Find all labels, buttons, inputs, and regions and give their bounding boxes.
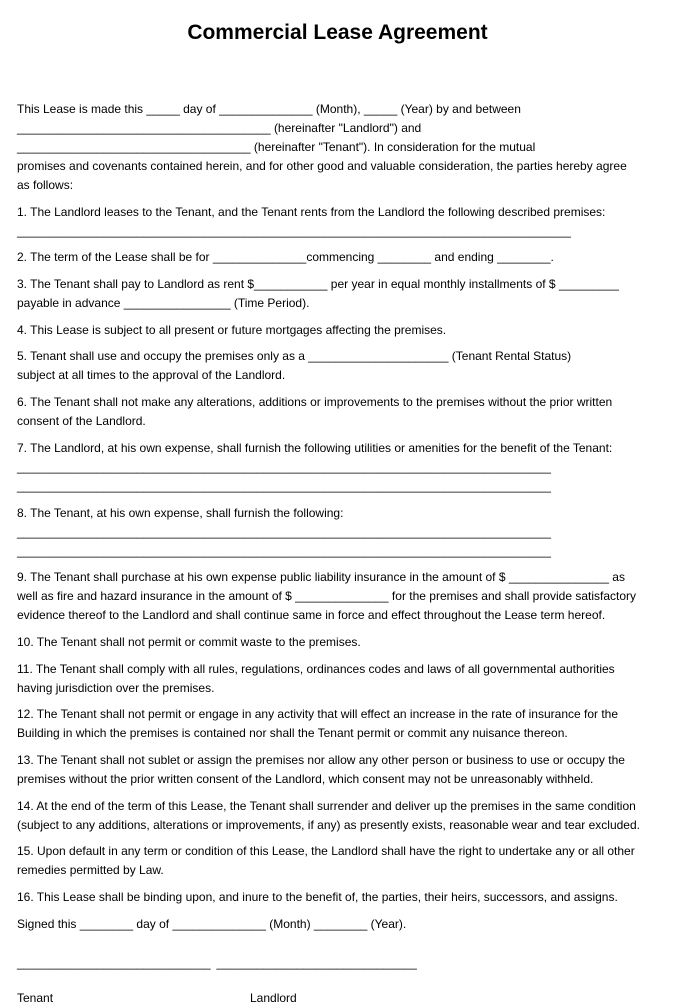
- fill-in-blank-line: ________________________________________________________________________________: [17, 459, 551, 474]
- text-line: ___________________________________ (hereinafter "Tenant"). In consideration for the mutual: [17, 140, 536, 154]
- paragraph-clause-3: [17, 275, 658, 313]
- text-line: 6. The Tenant shall not make any alterations, additions or improvements to the premises without the prior written: [17, 395, 613, 410]
- paragraph-clause-9: [17, 568, 658, 625]
- landlord-label: Landlord: [250, 990, 297, 1005]
- text-line: 1. The Landlord leases to the Tenant, and the Tenant rents from the Landlord the following described premises:: [17, 204, 606, 219]
- paragraph-clause-4: [17, 321, 658, 340]
- text-line: 4. This Lease is subject to all present or future mortgages affecting the premises.: [17, 322, 447, 337]
- text-line: Building in which the premises is contained nor shall the Tenant permit or commit any nuisance thereon.: [17, 726, 568, 741]
- paragraph-clause-15: [17, 842, 658, 880]
- text-line: having jurisdiction over the premises.: [17, 680, 215, 695]
- document-body: [17, 100, 658, 934]
- text-line: well as fire and hazard insurance in the amount of $ ______________ for the premises and shall provide satisfactory: [17, 589, 637, 604]
- text-line: premises without the prior written consent of the Landlord, which consent may not be unreasonably withheld.: [17, 771, 594, 786]
- text-line: payable in advance ________________ (Time Period).: [17, 296, 310, 311]
- paragraph-clause-10: [17, 633, 658, 652]
- signature-section: [17, 954, 658, 973]
- text-line: This Lease is made this _____ day of ______________ (Month), _____ (Year) by and between: [17, 102, 521, 116]
- text-line: as follows:: [17, 178, 74, 192]
- paragraph-clause-6: [17, 393, 658, 431]
- tenant-label: Tenant: [17, 990, 54, 1005]
- tenant-signature-line: _____________________________: [17, 955, 211, 970]
- text-line: consent of the Landlord.: [17, 414, 146, 429]
- text-line: Signed this ________ day of ______________ (Month) ________ (Year).: [17, 916, 407, 931]
- fill-in-blank-line: ________________________________________________________________________________: [17, 543, 551, 558]
- text-line: 14. At the end of the term of this Lease, the Tenant shall surrender and deliver up the premises in the same condition: [17, 798, 636, 813]
- text-line: 11. The Tenant shall comply with all rules, regulations, ordinances codes and laws of all governmental authorities: [17, 661, 615, 676]
- fill-in-blank-line: ________________________________________________________________________________: [17, 478, 551, 493]
- landlord-signature-line: ______________________________: [216, 955, 417, 970]
- text-line: 7. The Landlord, at his own expense, shall furnish the following utilities or amenities for the benefit of the Tenant:: [17, 440, 613, 455]
- paragraph-clause-2: [17, 248, 658, 267]
- signature-labels: [17, 989, 658, 1008]
- paragraph-clause-11: [17, 660, 658, 698]
- text-line: 3. The Tenant shall pay to Landlord as rent $___________ per year in equal monthly installments of $ _________: [17, 277, 619, 292]
- text-line: evidence thereof to the Landlord and shall continue same in force and effect throughout the Lease term hereof.: [17, 608, 606, 623]
- text-line: subject at all times to the approval of the Landlord.: [17, 368, 286, 383]
- text-line: 8. The Tenant, at his own expense, shall furnish the following:: [17, 505, 344, 520]
- text-line: 9. The Tenant shall purchase at his own expense public liability insurance in the amount of $ _______________ as: [17, 570, 625, 585]
- text-line: 5. Tenant shall use and occupy the premises only as a _____________________ (Tenant Rental Status): [17, 349, 572, 364]
- text-line: 10. The Tenant shall not permit or commit waste to the premises.: [17, 634, 361, 649]
- paragraph-clause-16: [17, 888, 658, 907]
- paragraph-clause-5: [17, 347, 658, 385]
- document-title: Commercial Lease Agreement: [187, 21, 488, 44]
- paragraph-clause-12: [17, 705, 658, 743]
- text-line: ______________________________________ (hereinafter "Landlord") and: [17, 121, 422, 135]
- text-line: 16. This Lease shall be binding upon, and inure to the benefit of, the parties, their heirs, successors, and assigns.: [17, 890, 618, 904]
- text-line: 13. The Tenant shall not sublet or assign the premises nor allow any other person or business to use or occupy the: [17, 752, 625, 767]
- paragraph-clause-1: [17, 203, 658, 241]
- text-line: 15. Upon default in any term or condition of this Lease, the Landlord shall have the right to undertake any or all other: [17, 844, 635, 859]
- paragraph-intro: [17, 100, 658, 195]
- fill-in-blank-line: ___________________________________________________________________________________: [17, 223, 571, 238]
- paragraph-clause-14: [17, 797, 658, 835]
- text-line: (subject to any additions, alterations or improvements, if any) as presently exists, reasonable wear and tear excluded.: [17, 817, 640, 832]
- text-line: promises and covenants contained herein, and for other good and valuable consideration, the parties hereby agree: [17, 159, 627, 173]
- paragraph-clause-8: [17, 504, 658, 561]
- fill-in-blank-line: ________________________________________________________________________________: [17, 524, 551, 539]
- paragraph-signed: [17, 915, 658, 934]
- paragraph-clause-7: [17, 439, 658, 496]
- text-line: remedies permitted by Law.: [17, 863, 164, 878]
- paragraph-clause-13: [17, 751, 658, 789]
- text-line: 2. The term of the Lease shall be for ______________commencing ________ and ending ________.: [17, 250, 554, 265]
- text-line: 12. The Tenant shall not permit or engage in any activity that will effect an increase in the rate of insurance for the: [17, 707, 619, 722]
